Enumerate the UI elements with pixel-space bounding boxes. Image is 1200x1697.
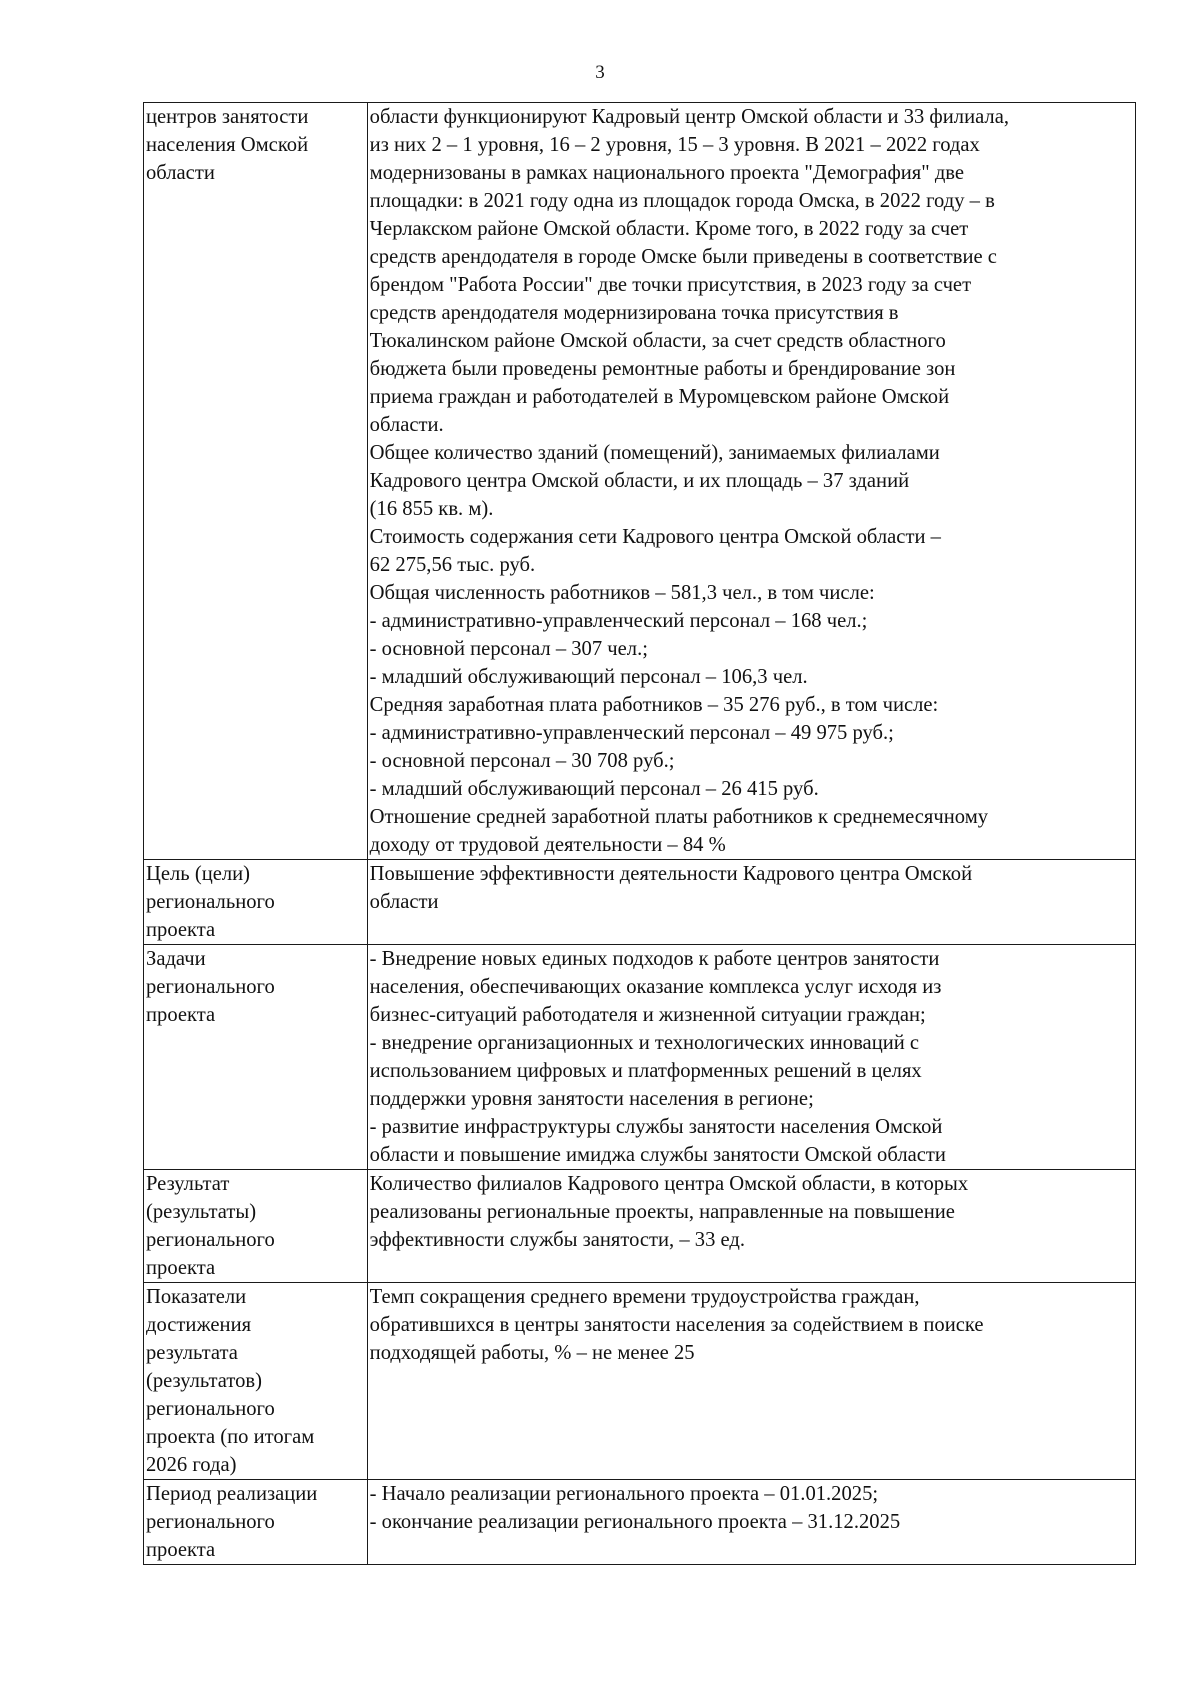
table-row bbox=[144, 103, 1136, 860]
row-value-line: области. bbox=[369, 414, 444, 436]
row-value-line: - младший обслуживающий персонал – 26 415 руб. bbox=[369, 778, 819, 800]
project-passport-table bbox=[143, 102, 1136, 1565]
row-label-line: Цель (цели) bbox=[146, 863, 251, 885]
row-label-cell bbox=[144, 103, 368, 860]
row-label-cell bbox=[144, 1283, 368, 1480]
row-label-line: проекта bbox=[146, 1257, 216, 1279]
table-row bbox=[144, 1170, 1136, 1283]
row-label-line: области bbox=[146, 162, 215, 184]
row-label-line: Показатели bbox=[146, 1286, 247, 1308]
row-value-line: - младший обслуживающий персонал – 106,3 чел. bbox=[369, 666, 808, 688]
row-value-line: приема граждан и работодателей в Муромцевском районе Омской bbox=[369, 386, 950, 408]
row-value-line: обратившихся в центры занятости населения за содействием в поиске bbox=[369, 1314, 984, 1336]
row-label-cell bbox=[144, 860, 368, 945]
row-label-line: достижения bbox=[146, 1314, 252, 1336]
table-row bbox=[144, 860, 1136, 945]
row-label-cell bbox=[144, 1480, 368, 1565]
row-value-line: поддержки уровня занятости населения в регионе; bbox=[369, 1088, 814, 1110]
row-value-line: бизнес-ситуаций работодателя и жизненной ситуации граждан; bbox=[369, 1004, 926, 1026]
row-label-line: регионального bbox=[146, 1229, 275, 1251]
row-label-line: регионального bbox=[146, 1398, 275, 1420]
row-value-line: - административно-управленческий персонал – 168 чел.; bbox=[369, 610, 868, 632]
row-value-line: Кадрового центра Омской области, и их площадь – 37 зданий bbox=[369, 470, 910, 492]
row-value-cell bbox=[367, 1480, 1135, 1565]
row-value-line: из них 2 – 1 уровня, 16 – 2 уровня, 15 – 3 уровня. В 2021 – 2022 годах bbox=[369, 134, 980, 156]
row-value-line: Повышение эффективности деятельности Кадрового центра Омской bbox=[369, 863, 973, 885]
row-label-cell bbox=[144, 945, 368, 1170]
row-value-line: населения, обеспечивающих оказание комплекса услуг исходя из bbox=[369, 976, 942, 998]
row-label-line: проекта bbox=[146, 1539, 216, 1561]
row-label-line: Задачи bbox=[146, 948, 206, 970]
row-value-line: средств арендодателя в городе Омске были приведены в соответствие с bbox=[369, 246, 997, 268]
row-label-line: Результат bbox=[146, 1173, 230, 1195]
row-label-line: (результатов) bbox=[146, 1370, 262, 1392]
row-value-line: Отношение средней заработной платы работников к среднемесячному bbox=[369, 806, 989, 828]
row-label-line: регионального bbox=[146, 891, 275, 913]
row-value-line: - Начало реализации регионального проекта – 01.01.2025; bbox=[369, 1483, 879, 1505]
row-value-line: площадки: в 2021 году одна из площадок города Омска, в 2022 году – в bbox=[369, 190, 995, 212]
table-row bbox=[144, 1480, 1136, 1565]
row-label-line: регионального bbox=[146, 1511, 275, 1533]
row-label-line: проекта bbox=[146, 1004, 216, 1026]
row-value-line: Общее количество зданий (помещений), занимаемых филиалами bbox=[369, 442, 940, 464]
row-value-line: бюджета были проведены ремонтные работы и брендирование зон bbox=[369, 358, 956, 380]
row-value-cell bbox=[367, 1283, 1135, 1480]
row-value-line: Средняя заработная плата работников – 35 276 руб., в том числе: bbox=[369, 694, 939, 716]
row-value-line: использованием цифровых и платформенных решений в целях bbox=[369, 1060, 922, 1082]
row-value-line: Черлакском районе Омской области. Кроме того, в 2022 году за счет bbox=[369, 218, 969, 240]
row-value-line: Общая численность работников – 581,3 чел., в том числе: bbox=[369, 582, 875, 604]
row-value-line: 62 275,56 тыс. руб. bbox=[369, 554, 536, 576]
row-value-line: брендом "Работа России" две точки присутствия, в 2023 году за счет bbox=[369, 274, 972, 296]
row-value-line: - окончание реализации регионального проекта – 31.12.2025 bbox=[369, 1511, 901, 1533]
row-value-line: области bbox=[369, 891, 439, 913]
row-label-line: 2026 года) bbox=[146, 1454, 237, 1476]
row-label-line: результата bbox=[146, 1342, 238, 1364]
row-value-line: доходу от трудовой деятельности – 84 % bbox=[369, 834, 726, 856]
row-value-line: Стоимость содержания сети Кадрового центра Омской области – bbox=[369, 526, 941, 548]
row-value-cell bbox=[367, 103, 1135, 860]
row-label-line: (результаты) bbox=[146, 1201, 257, 1223]
row-value-cell bbox=[367, 1170, 1135, 1283]
row-value-line: области функционируют Кадровый центр Омской области и 33 филиала, bbox=[369, 106, 1009, 128]
row-value-line: реализованы региональные проекты, направленные на повышение bbox=[369, 1201, 955, 1223]
row-value-line: Количество филиалов Кадрового центра Омской области, в которых bbox=[369, 1173, 969, 1195]
row-value-line: - внедрение организационных и технологических инноваций с bbox=[369, 1032, 920, 1054]
row-value-line: (16 855 кв. м). bbox=[369, 498, 494, 520]
page-number: 3 bbox=[595, 62, 605, 83]
row-value-line: - развитие инфраструктуры службы занятости населения Омской bbox=[369, 1116, 943, 1138]
row-value-line: - Внедрение новых единых подходов к работе центров занятости bbox=[369, 948, 940, 970]
row-value-line: - административно-управленческий персонал – 49 975 руб.; bbox=[369, 722, 894, 744]
row-label-line: населения Омской bbox=[146, 134, 309, 156]
table-row bbox=[144, 1283, 1136, 1480]
row-value-line: подходящей работы, % – не менее 25 bbox=[369, 1342, 695, 1364]
row-label-line: проекта (по итогам bbox=[146, 1426, 315, 1448]
row-value-line: модернизованы в рамках национального проекта "Демография" две bbox=[369, 162, 965, 184]
row-value-line: средств арендодателя модернизирована точка присутствия в bbox=[369, 302, 899, 324]
row-label-line: проекта bbox=[146, 919, 216, 941]
row-value-cell bbox=[367, 945, 1135, 1170]
row-label-line: регионального bbox=[146, 976, 275, 998]
row-value-line: Темп сокращения среднего времени трудоустройства граждан, bbox=[369, 1286, 920, 1308]
row-value-line: области и повышение имиджа службы занятости Омской области bbox=[369, 1144, 946, 1166]
row-value-line: эффективности службы занятости, – 33 ед. bbox=[369, 1229, 746, 1251]
row-label-line: Период реализации bbox=[146, 1483, 318, 1505]
row-value-line: - основной персонал – 307 чел.; bbox=[369, 638, 648, 660]
row-value-cell bbox=[367, 860, 1135, 945]
table-row bbox=[144, 945, 1136, 1170]
row-value-line: Тюкалинском районе Омской области, за счет средств областного bbox=[369, 330, 946, 352]
row-label-line: центров занятости bbox=[146, 106, 309, 128]
row-label-cell bbox=[144, 1170, 368, 1283]
row-value-line: - основной персонал – 30 708 руб.; bbox=[369, 750, 675, 772]
